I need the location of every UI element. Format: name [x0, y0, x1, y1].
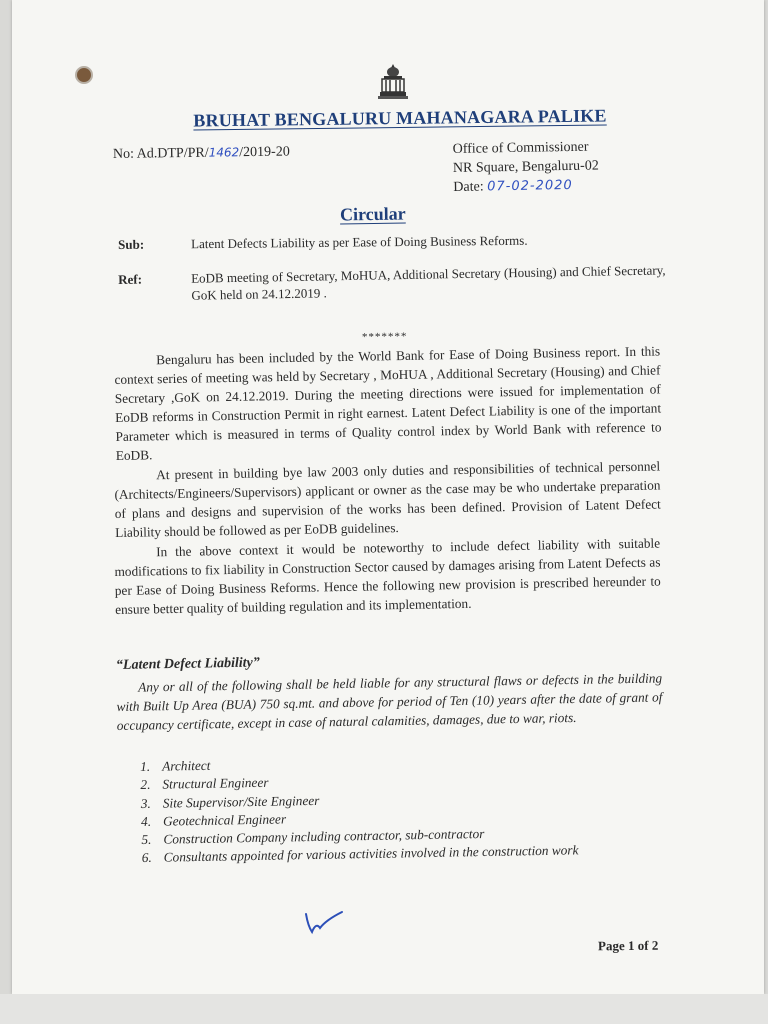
office-line-1: Office of Commissioner — [452, 139, 589, 158]
reference-suffix: /2019-20 — [239, 144, 290, 161]
scan-bottom-margin — [0, 994, 768, 1024]
date-handwritten: 07-02-2020 — [487, 177, 573, 195]
list-item: 3. Site Supervisor/Site Engineer — [140, 792, 320, 811]
subject-label: Sub: — [118, 236, 145, 252]
list-item: 1. Architect — [140, 757, 211, 774]
section-heading: “Latent Defect Liability” — [115, 655, 260, 673]
reference-prefix: No: Ad.DTP/PR/ — [112, 145, 209, 162]
reference-row — [118, 261, 708, 303]
list-item: 4. Geotechnical Engineer — [140, 811, 287, 829]
list-item: 2. Structural Engineer — [140, 775, 269, 793]
paragraph-1: Bengaluru has been included by the World Bank for Ease of Doing Business report. In this context series of meeting was held by Secretary , MoHUA , Additional Secretary (Housing) and Chief Secretary ,GoK on 24.12.2019. During the meeting directions were issued for implementation of EoDB reforms in Construction Permit in right earnest. Latent Defect Liability is one of the important Parameter which is measured in terms of Quality control index by World Bank with reference to EoDB. — [114, 343, 662, 463]
emblem-icon — [378, 62, 408, 102]
reference-number-handwritten: 1462 — [208, 145, 240, 160]
reference-label: Ref: — [118, 271, 143, 287]
office-line-2: NR Square, Bengaluru-02 — [452, 158, 599, 176]
separator: ******* — [361, 330, 408, 344]
document-title: Circular — [339, 203, 406, 225]
subject-text: Latent Defects Liability as per Ease of Doing Business Reforms. — [191, 232, 528, 252]
signature-mark — [302, 906, 352, 936]
list-item: 6. Consultants appointed for various activities involved in the construction work — [141, 842, 579, 866]
reference-text: EoDB meeting of Secretary, MoHUA, Additional Secretary (Housing) and Chief Secretary, GoK held on 24.12.2019 . — [191, 262, 666, 303]
date-label: Date: — [453, 179, 488, 195]
punch-hole — [75, 66, 93, 84]
date-line — [453, 175, 599, 197]
liable-parties-list — [140, 750, 579, 867]
reference-number — [113, 145, 290, 163]
office-address — [453, 137, 600, 197]
list-item: 5. Construction Company including contractor, sub-contractor — [141, 826, 485, 848]
section-intro: Any or all of the following shall be held liable for any structural flaws or defects in the building with Built Up Area (BUA) 750 sq.mt. and above for period of Ten (10) years after the date of grant of occupancy certificate, except in case of natural calamities, damages, due to war, riots. — [116, 670, 663, 733]
document-page — [12, 0, 764, 994]
paragraph-2: At present in building bye law 2003 only duties and responsibilities of technical personnel (Architects/Engineers/Supervisors) applicant or owner as the case may be who undertake preparation of plans and designs and supervision of the works has been defined. Provision of Latent Defect Liability should be followed as per EoDB guidelines. — [114, 458, 661, 540]
subject-row — [118, 230, 708, 252]
organization-name: BRUHAT BENGALURU MAHANAGARA PALIKE — [193, 105, 607, 131]
paragraph-3: In the above context it would be noteworthy to include defect liability with suitable modifications to fix liability in Construction Sector caused by damages arising from Latent Defects as per Ease of Doing Business Reforms. Hence the following new provision is prescribed hereunder to ensure better quality of building regulation and its implementation. — [114, 535, 661, 617]
page-number: Page 1 of 2 — [597, 937, 659, 954]
